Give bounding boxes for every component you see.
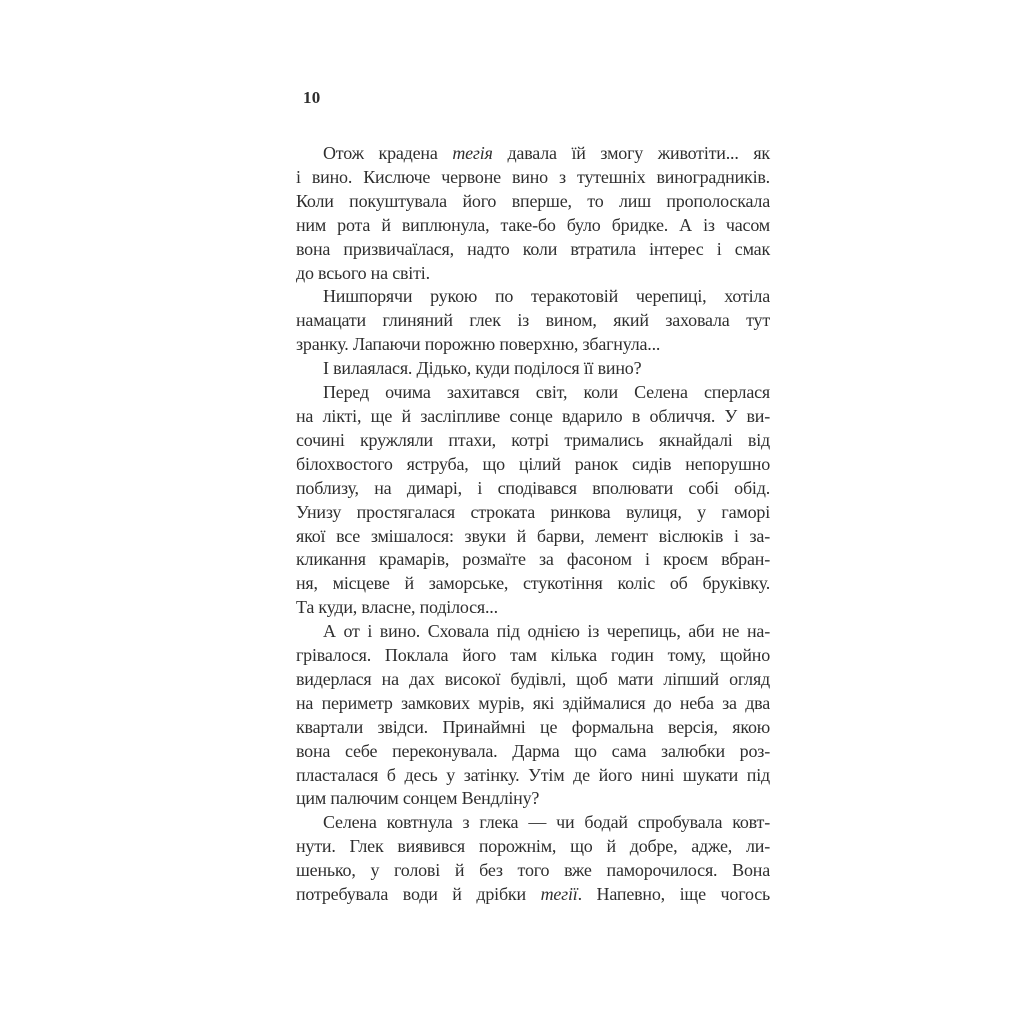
text-line xyxy=(296,668,770,692)
text-run: до всього на світі. xyxy=(296,262,430,283)
text-run: і вино. Кислюче червоне вино з тутешніх виноградників. xyxy=(296,166,770,187)
text-run: Нишпорячи рукою по теракотовій черепиці, хотіла xyxy=(323,286,770,307)
emphasized-term: тегії xyxy=(540,884,578,905)
text-line xyxy=(296,166,770,190)
text-run: вона призвичаїлася, надто коли втратила інтерес і смак xyxy=(296,238,770,259)
text-run: якої все змішалося: звуки й барви, лемент віслюків і за- xyxy=(296,525,770,546)
paragraph xyxy=(296,381,770,620)
emphasized-term: тегія xyxy=(452,143,493,163)
text-run: пласталася б десь у затінку. Утім де його нині шукати під xyxy=(296,764,770,785)
text-line xyxy=(296,429,770,453)
text-line xyxy=(296,214,770,238)
text-run: Селена ковтнула з глека — чи бодай спробувала ковт- xyxy=(323,812,770,833)
text-run: цим палючим сонцем Вендліну? xyxy=(296,788,540,809)
text-line xyxy=(296,692,770,716)
text-line xyxy=(296,644,770,668)
text-run: Унизу простягалася строката ринкова вулиця, у гаморі xyxy=(296,501,770,522)
text-line xyxy=(296,883,770,907)
text-run: квартали звідси. Принаймні це формальна версія, якою xyxy=(296,716,770,737)
text-run: шенько, у голові й без того вже паморочилося. Вона xyxy=(296,860,770,881)
text-line xyxy=(296,285,770,309)
text-run: вона себе переконувала. Дарма що сама залюбки роз- xyxy=(296,740,770,761)
text-run: ня, місцеве й заморське, стукотіння коліс об бруківку. xyxy=(296,573,770,594)
text-line xyxy=(296,501,770,525)
text-line xyxy=(296,309,770,333)
text-line xyxy=(296,740,770,764)
text-run: сочині кружляли птахи, котрі тримались якнайдалі від xyxy=(296,429,770,450)
text-line xyxy=(296,262,770,286)
text-line xyxy=(296,333,770,357)
text-run: видерлася на дах високої будівлі, щоб мати ліпший огляд xyxy=(296,668,770,689)
text-run: А от і вино. Сховала під однією із черепиць, аби не на- xyxy=(323,621,770,642)
text-line xyxy=(296,142,770,166)
text-line xyxy=(296,381,770,405)
body-text xyxy=(296,142,770,907)
text-line xyxy=(296,572,770,596)
text-line xyxy=(296,238,770,262)
text-line xyxy=(296,190,770,214)
text-line xyxy=(296,764,770,788)
page-number: 10 xyxy=(303,88,321,107)
text-run: кликання крамарів, розмаїте за фасоном і кроєм вбран- xyxy=(296,549,770,570)
text-run: зранку. Лапаючи порожню поверхню, збагнула... xyxy=(296,334,661,355)
text-run: Та куди, власне, поділося... xyxy=(296,597,498,618)
text-line xyxy=(296,716,770,740)
text-run: ним рота й виплюнула, таке-бо було бридке. А із часом xyxy=(296,214,770,235)
paragraph xyxy=(296,620,770,811)
text-line xyxy=(296,859,770,883)
text-run: намацати глиняний глек із вином, який заховала тут xyxy=(296,310,770,331)
text-line xyxy=(296,453,770,477)
text-run: давала їй змогу животіти... як xyxy=(492,143,770,163)
paragraph xyxy=(296,811,770,907)
text-run: потребувала води й дрібки xyxy=(296,884,541,905)
text-run: Коли покуштувала його вперше, то лиш прополоскала xyxy=(296,190,770,211)
text-run: . Напевно, іще чогось xyxy=(577,884,770,905)
text-line xyxy=(296,596,770,620)
text-run: білохвостого яструба, що цілий ранок сидів непорушно xyxy=(296,453,770,474)
text-line xyxy=(296,405,770,429)
text-run: поблизу, на димарі, і сподівався вполювати собі обід. xyxy=(296,477,770,498)
text-run: грівалося. Поклала його там кілька годин тому, щойно xyxy=(296,645,770,666)
paragraph xyxy=(296,285,770,357)
text-run: на периметр замкових мурів, які здіймалися до неба за два xyxy=(296,692,770,713)
text-line xyxy=(296,525,770,549)
text-line xyxy=(296,835,770,859)
text-run: нути. Глек виявився порожнім, що й добре, адже, ли- xyxy=(296,836,770,857)
text-line xyxy=(296,811,770,835)
text-line xyxy=(296,357,770,381)
text-line xyxy=(296,620,770,644)
paragraph xyxy=(296,357,770,381)
text-run: Отож крадена xyxy=(323,143,453,163)
text-run: І вилаялася. Дідько, куди поділося її вино? xyxy=(323,358,642,379)
text-run: Перед очима захитався світ, коли Селена сперлася xyxy=(323,382,770,403)
paragraph xyxy=(296,142,770,285)
text-line xyxy=(296,477,770,501)
text-run: на лікті, ще й засліпливе сонце вдарило в обличчя. У ви- xyxy=(296,405,770,426)
text-line xyxy=(296,548,770,572)
text-line xyxy=(296,787,770,811)
